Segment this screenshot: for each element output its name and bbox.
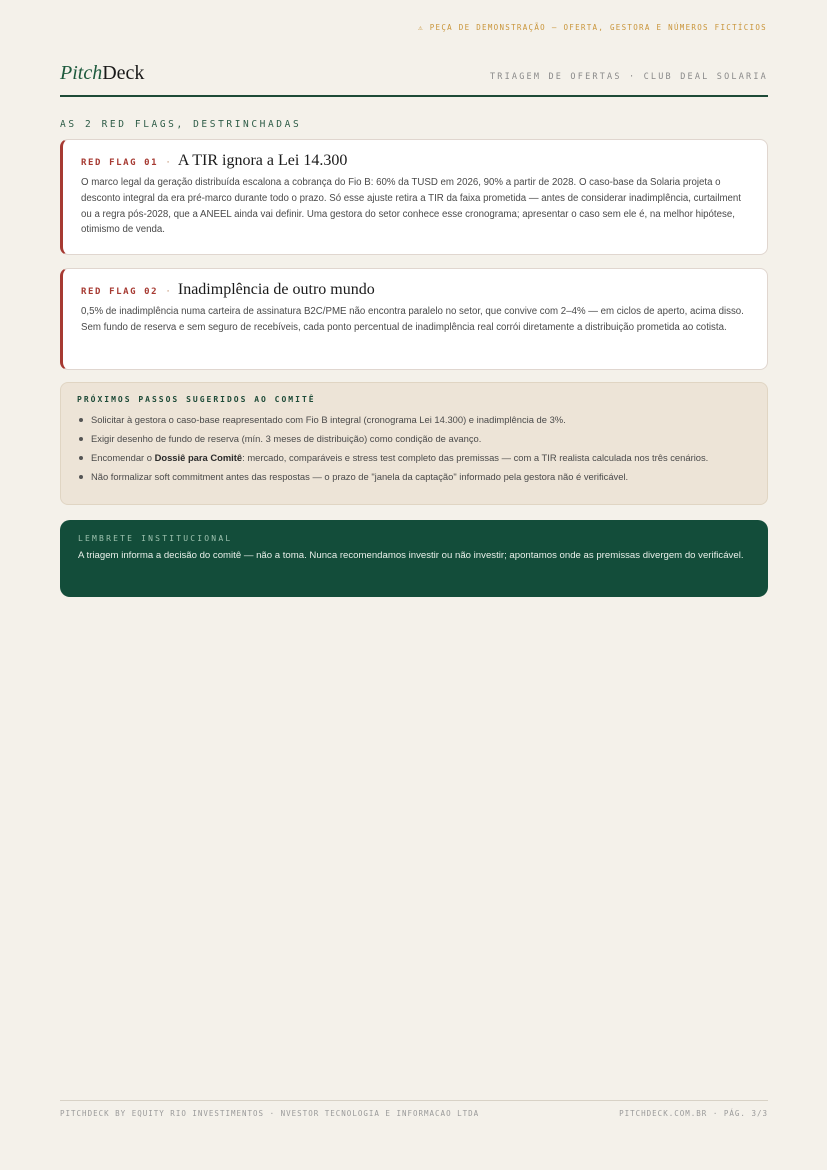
next-steps-title: PRÓXIMOS PASSOS SUGERIDOS AO COMITÊ (77, 395, 316, 404)
list-item-text: : mercado, comparáveis e stress test completo das premissas — com a TIR realista calculada nos três cenários. (242, 452, 709, 463)
red-flag-body: O marco legal da geração distribuída escalona a cobrança do Fio B: 60% da TUSD em 2026, 90% a partir de 2028. O caso-base da Solaria projeta o desconto integral da era pré-marco durante todo o prazo. Só esse ajuste retira a TIR da faixa prometida — antes de considerar inadimplência, curtailment ou a regra pós-2028, que a ANEEL ainda vai definir. Uma gestora do setor conhece esse cronograma; apresentar o caso sem ele é, na melhor hipótese, otimismo de venda. (81, 177, 742, 236)
list-item (77, 467, 751, 486)
red-flag-card-01 (60, 139, 768, 255)
red-flag-title: A TIR ignora a Lei 14.300 (177, 152, 348, 169)
red-flag-tag: RED FLAG 02 (81, 287, 159, 297)
red-flag-card-02 (60, 268, 768, 370)
red-flag-header (81, 281, 749, 299)
reminder-text: A triagem informa a decisão do comitê — não a toma. Nunca recomendamos investir ou não investir; apontamos onde as premissas divergem do verificável. (78, 550, 744, 561)
red-flag-title: Inadimplência de outro mundo (177, 281, 375, 298)
next-steps-list (77, 410, 751, 486)
logo-regular-part: Deck (102, 62, 145, 84)
list-item-text: Exigir desenho de fundo de reserva (mín. 3 meses de distribuição) como condição de avanço. (91, 433, 482, 444)
list-item-text: Encomendar o (91, 452, 155, 463)
separator-dot: · (166, 285, 170, 297)
red-flag-body: 0,5% de inadimplência numa carteira de assinatura B2C/PME não encontra paralelo no setor, que convive com 2–4% — em ciclos de aperto, acima disso. Sem fundo de reserva e sem seguro de recebíveis, cada ponto percentual de inadimplência real corrói diretamente a distribuição prometida ao cotista. (81, 306, 744, 333)
footer-page-info: PITCHDECK.COM.BR · PÁG. 3/3 (619, 1109, 768, 1118)
red-flag-header (81, 152, 749, 170)
list-item-text: Solicitar à gestora o caso-base reapresentado com Fio B integral (cronograma Lei 14.300) e inadimplência de 3%. (91, 414, 566, 425)
red-flag-tag: RED FLAG 01 (81, 158, 159, 168)
separator-dot: · (166, 156, 170, 168)
list-item (77, 429, 751, 448)
pitchdeck-logo (60, 62, 144, 85)
demo-disclaimer: ⚠ PEÇA DE DEMONSTRAÇÃO — OFERTA, GESTORA E NÚMEROS FICTÍCIOS (418, 23, 767, 32)
list-item (77, 410, 751, 429)
header-context: TRIAGEM DE OFERTAS · CLUB DEAL SOLARIA (489, 72, 768, 82)
page-footer (60, 1100, 768, 1118)
reminder-label: LEMBRETE INSTITUCIONAL (78, 534, 233, 543)
next-steps-box (60, 382, 768, 505)
footer-company: PITCHDECK BY EQUITY RIO INVESTIMENTOS · NVESTOR TECNOLOGIA E INFORMACAO LTDA (60, 1109, 480, 1118)
list-item-text: Não formalizar soft commitment antes das respostas — o prazo de "janela da captação" informado pela gestora não é verificável. (91, 471, 629, 482)
logo-italic-part: Pitch (60, 62, 103, 84)
institutional-reminder (60, 520, 768, 597)
section-title: AS 2 RED FLAGS, DESTRINCHADAS (60, 119, 302, 130)
list-item-bold: Dossiê para Comitê (154, 452, 243, 463)
list-item (77, 448, 751, 467)
page-header (60, 62, 768, 97)
